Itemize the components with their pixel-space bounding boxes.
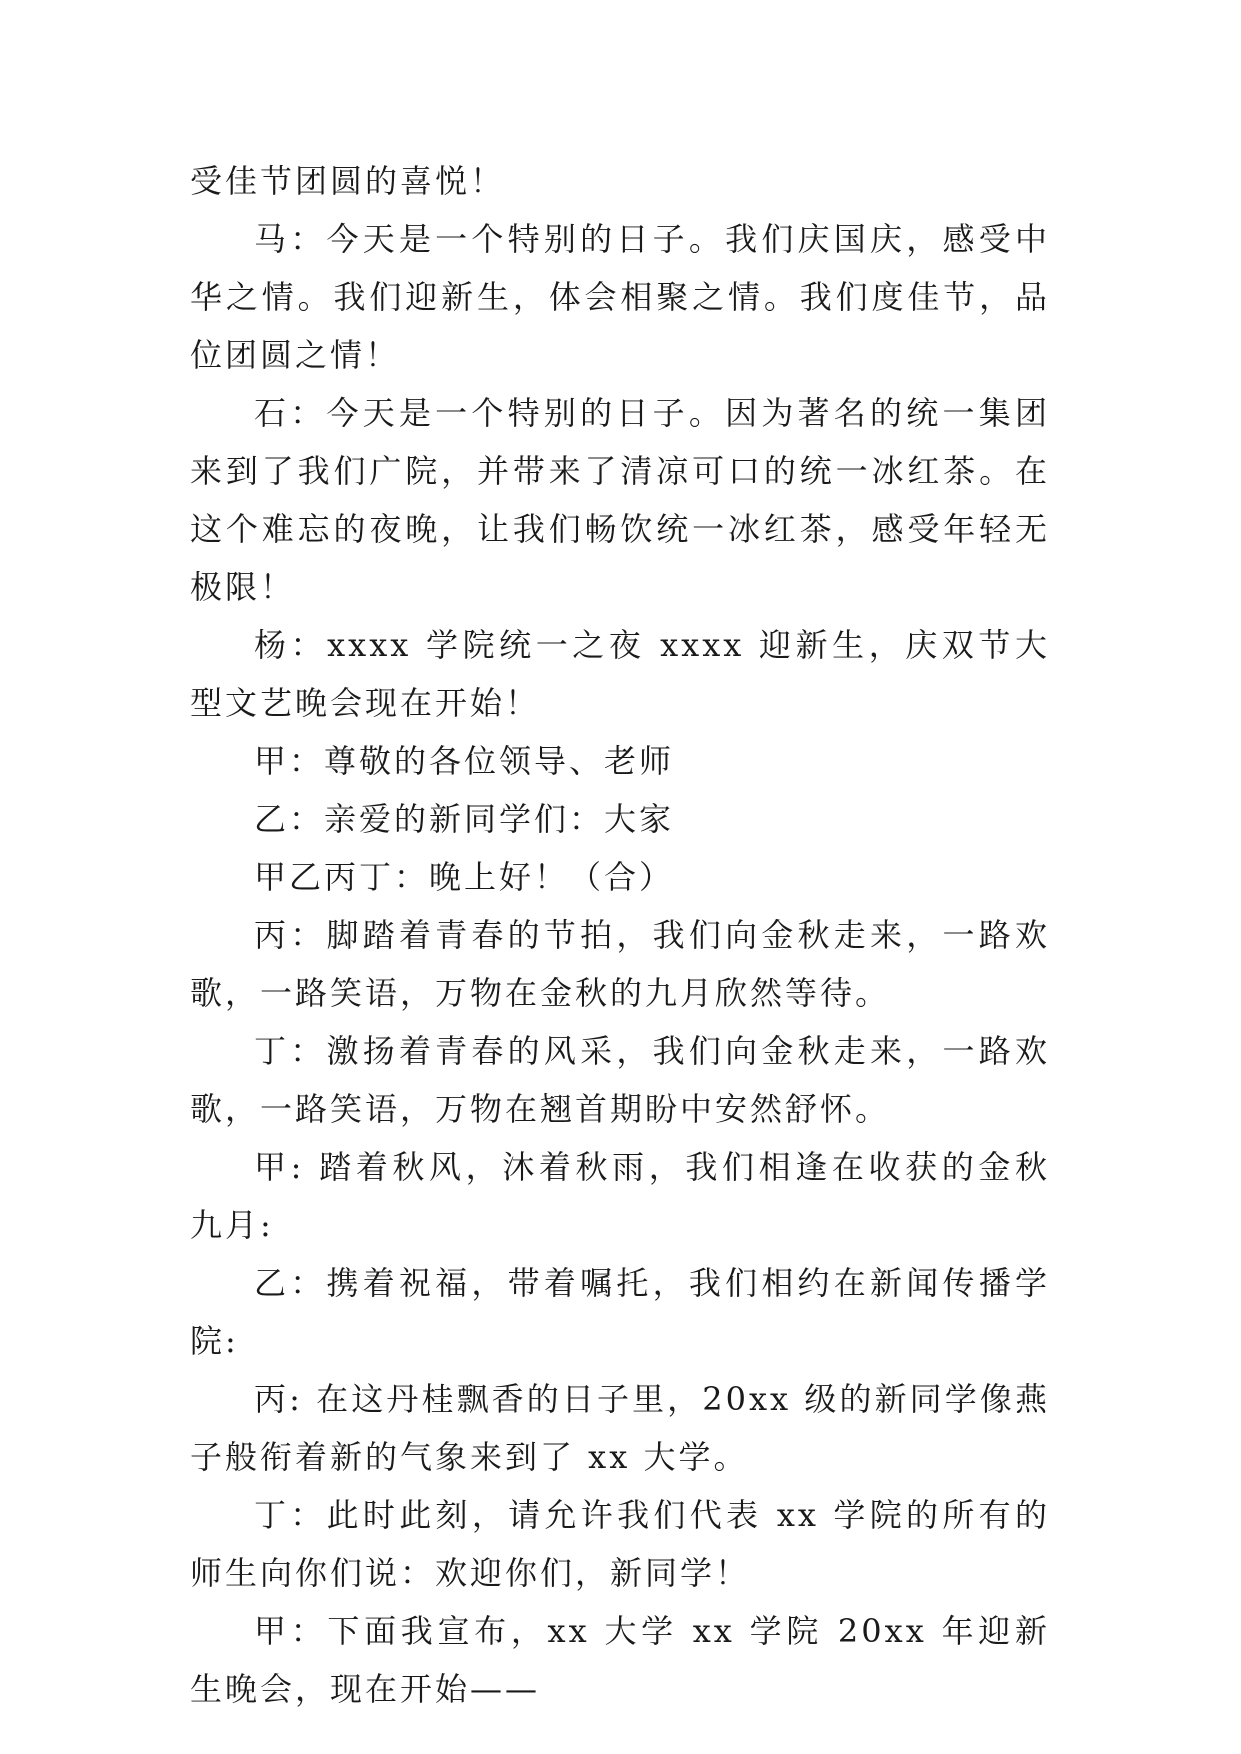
paragraph-8: 丙：脚踏着青春的节拍，我们向金秋走来，一路欢歌，一路笑语，万物在金秋的九月欣然等待。 (190, 916, 1050, 1012)
paragraph-13: 丁：此时此刻，请允许我们代表 xx 学院的所有的师生向你们说：欢迎你们，新同学！ (190, 1496, 1050, 1592)
paragraph-9: 丁：激扬着青春的风采，我们向金秋走来，一路欢歌，一路笑语，万物在翘首期盼中安然舒怀。 (190, 1032, 1050, 1128)
paragraph-1: 受佳节团圆的喜悦！ (190, 162, 506, 200)
paragraph-3: 石：今天是一个特别的日子。因为著名的统一集团来到了我们广院，并带来了清凉可口的统一冰红茶。在这个难忘的夜晚，让我们畅饮统一冰红茶，感受年轻无极限！ (190, 394, 1050, 606)
document-body (190, 152, 1050, 1718)
paragraph-5: 甲：尊敬的各位领导、老师 (254, 742, 675, 780)
paragraph-4: 杨：xxxx 学院统一之夜 xxxx 迎新生，庆双节大型文艺晚会现在开始！ (190, 626, 1050, 722)
paragraph-14: 甲：下面我宣布，xx 大学 xx 学院 20xx 年迎新生晚会，现在开始—— (190, 1612, 1050, 1708)
paragraph-6: 乙：亲爱的新同学们：大家 (254, 800, 675, 838)
paragraph-11: 乙：携着祝福，带着嘱托，我们相约在新闻传播学院: (190, 1264, 1050, 1360)
paragraph-7: 甲乙丙丁：晚上好！（合） (254, 858, 675, 896)
paragraph-10: 甲: 踏着秋风，沐着秋雨，我们相逢在收获的金秋九月: (190, 1148, 1050, 1244)
paragraph-2: 马：今天是一个特别的日子。我们庆国庆，感受中华之情。我们迎新生，体会相聚之情。我们度佳节，品位团圆之情！ (190, 220, 1050, 374)
paragraph-12: 丙: 在这丹桂飘香的日子里，20xx 级的新同学像燕子般衔着新的气象来到了 xx 大学。 (190, 1380, 1050, 1476)
